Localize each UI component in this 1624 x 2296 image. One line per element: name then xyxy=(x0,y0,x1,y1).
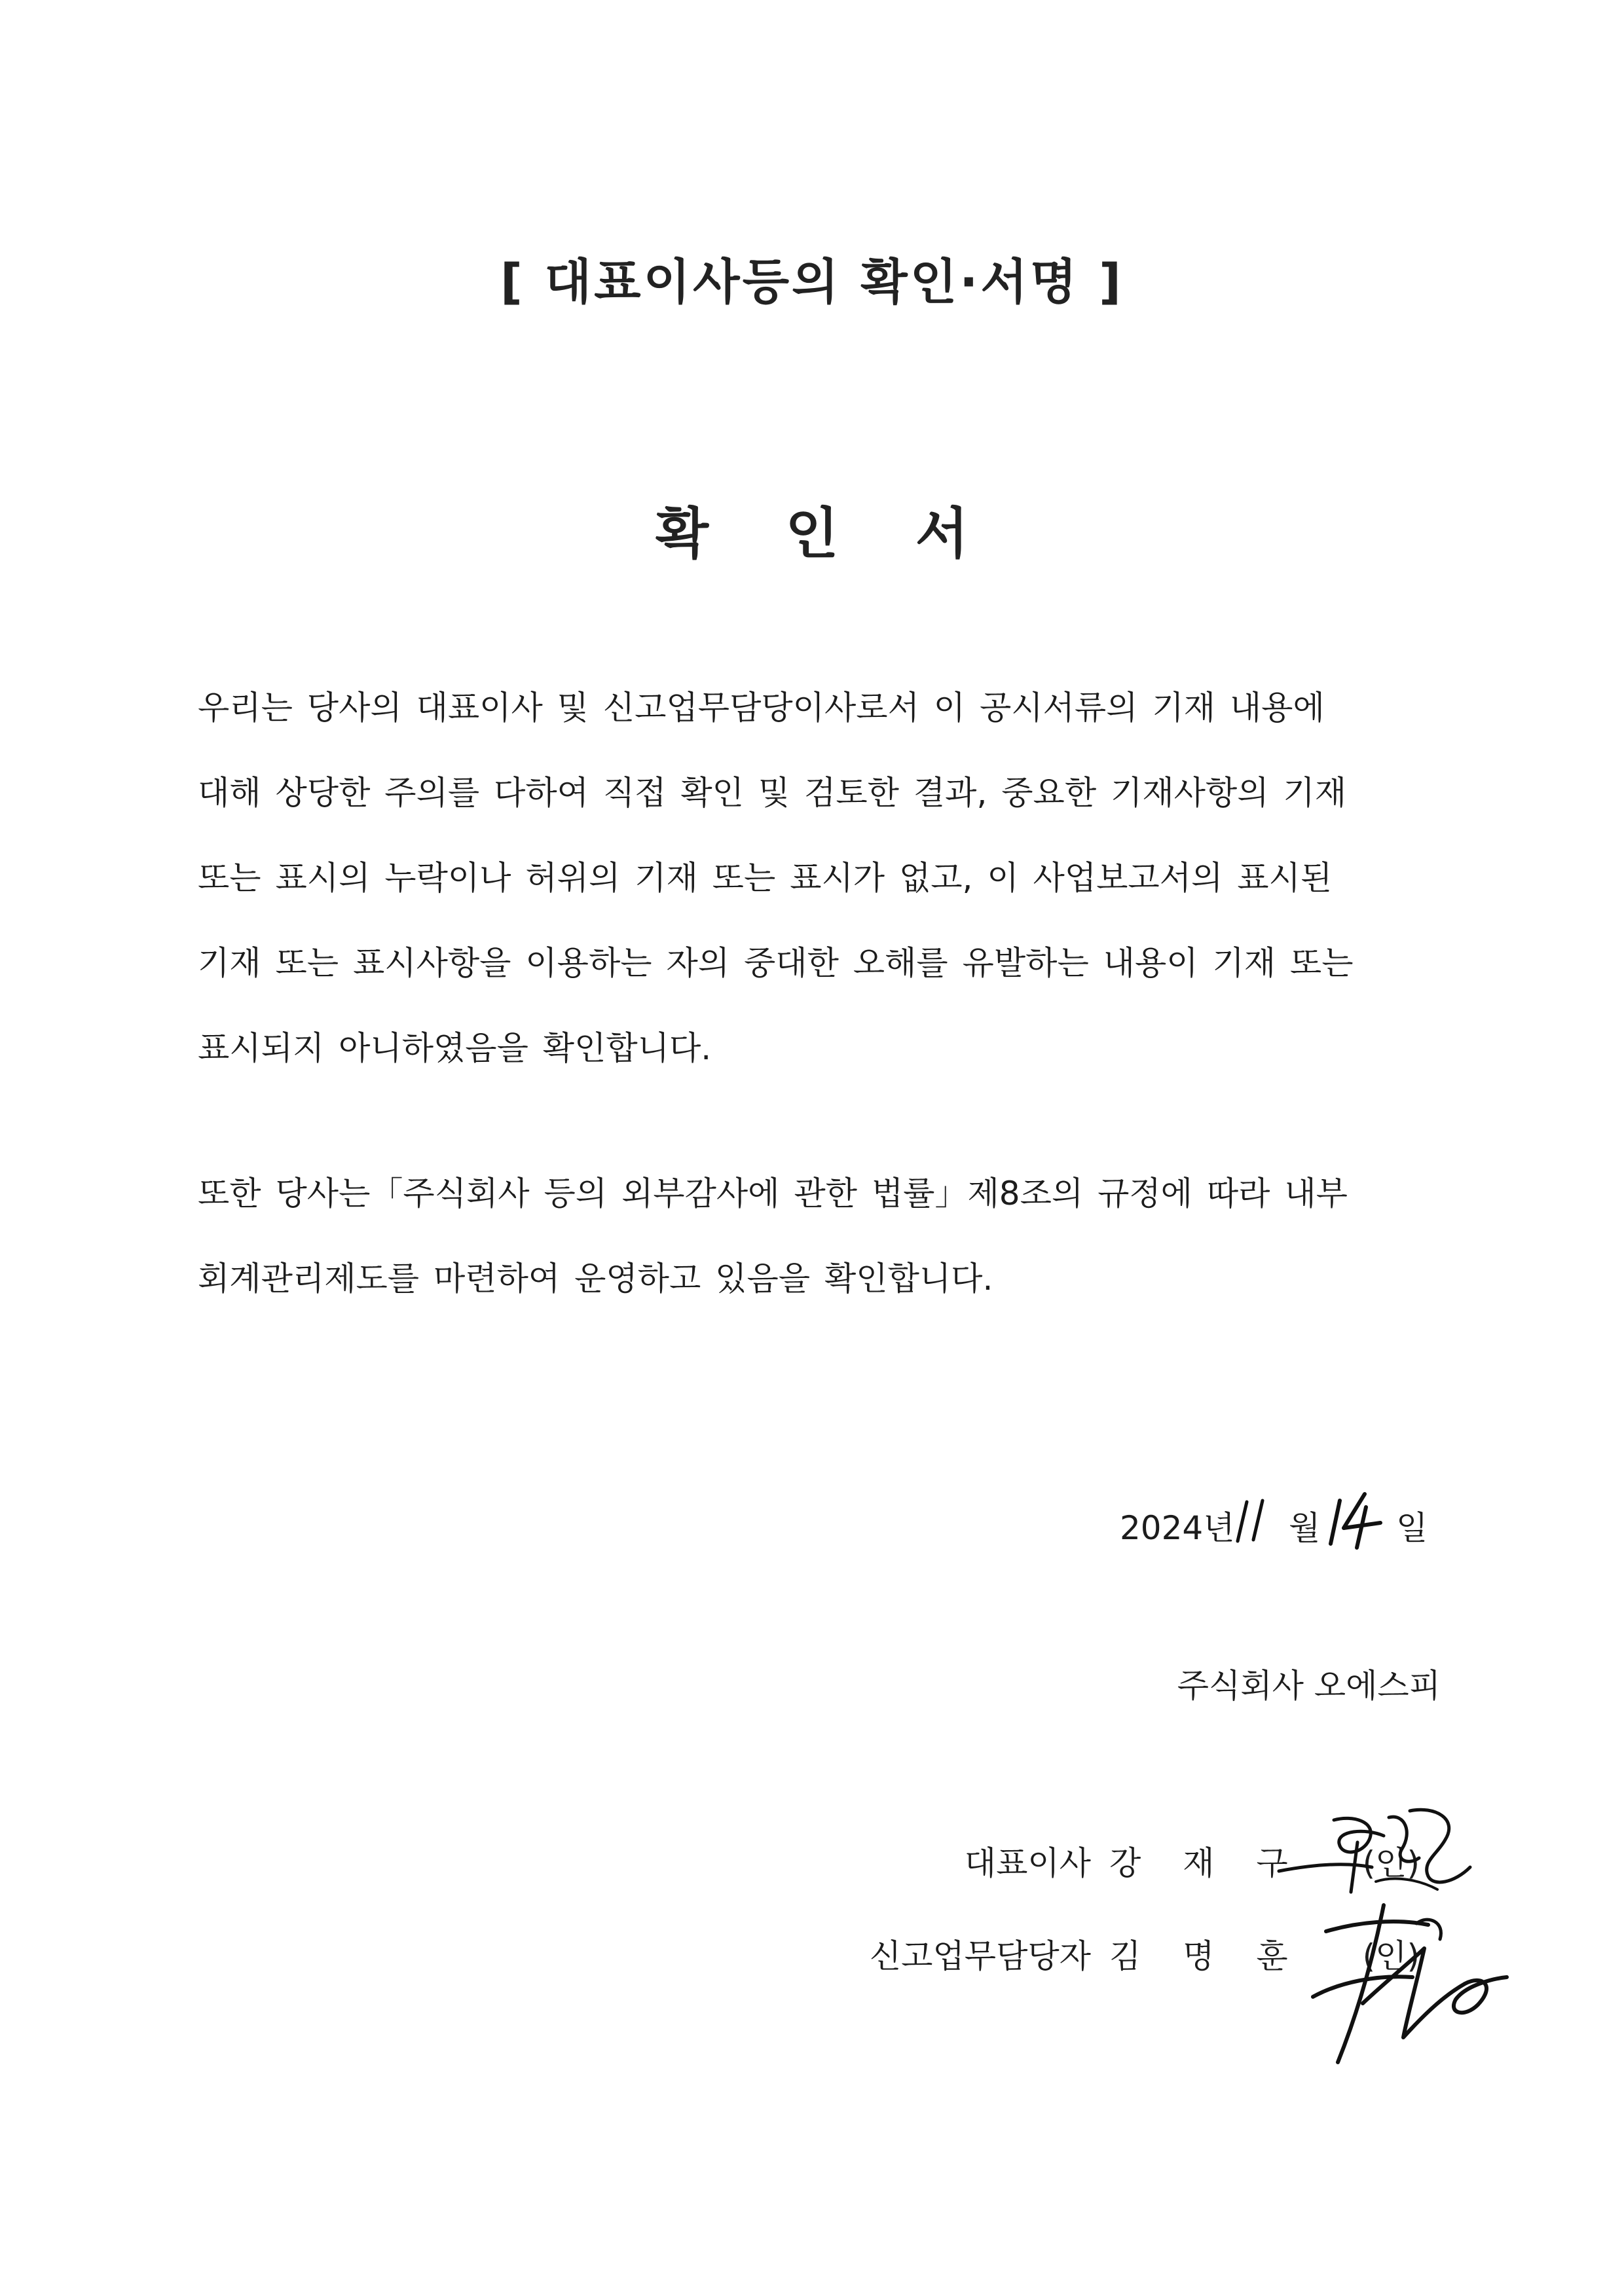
signing-date xyxy=(1022,1487,1441,1553)
signatory-role: 대표이사 xyxy=(964,1844,1091,1882)
handwritten-day xyxy=(1324,1484,1390,1556)
paragraph-line: 우리는 당사의 대표이사 및 신고업무담당이사로서 이 공시서류의 기재 내용에 xyxy=(198,689,1325,727)
seal-mark: (인) xyxy=(1362,1937,1420,1975)
paragraph-line: 대해 상당한 주의를 다하여 직접 확인 및 검토한 결과, 중요한 기재사항의 기재 xyxy=(198,774,1347,812)
document-title xyxy=(0,490,1624,569)
paragraph-line: 회계관리제도를 마련하여 운영하고 있음을 확인합니다. xyxy=(198,1260,993,1298)
signatory-role: 신고업무담당자 xyxy=(869,1937,1091,1975)
paragraph-line: 표시되지 아니하였음을 확인합니다. xyxy=(198,1029,712,1067)
document-title-text: 확 인 서 xyxy=(655,501,997,566)
internal-control-paragraph xyxy=(198,1151,1442,1321)
date-year: 2024년 xyxy=(1120,1509,1235,1547)
confirmation-paragraph xyxy=(198,665,1442,1091)
paragraph-line: 또는 표시의 누락이나 허위의 기재 또는 표시가 없고, 이 사업보고서의 표시된 xyxy=(198,859,1333,897)
disclosure-officer-signature xyxy=(1300,1886,1516,2082)
handwritten-month xyxy=(1230,1487,1276,1553)
paragraph-line: 기재 또는 표시사항을 이용하는 자의 중대한 오해를 유발하는 내용이 기재 또는 xyxy=(198,944,1354,982)
signatory-name: 김 명 훈 xyxy=(1109,1937,1304,1975)
document-heading: [ 대표이사등의 확인·서명 ] xyxy=(500,254,1124,310)
paragraph-line: 또한 당사는「주식회사 등의 외부감사에 관한 법률」제8조의 규정에 따라 내부 xyxy=(198,1175,1348,1212)
date-day-unit: 일 xyxy=(1396,1509,1428,1547)
date-month-unit: 월 xyxy=(1289,1509,1321,1547)
seal-mark: (인) xyxy=(1362,1844,1420,1882)
company-name: 주식회사 오에스피 xyxy=(1177,1667,1441,1705)
signatory-name: 강 재 구 xyxy=(1109,1844,1304,1882)
